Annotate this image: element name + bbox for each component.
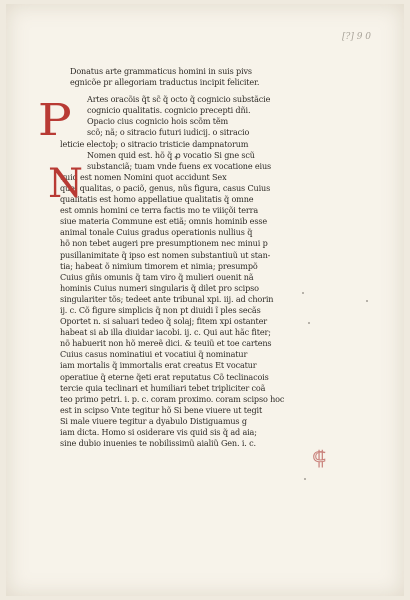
body-line: Cuius gñis omunis q̃ tam viro q̃ mulieri ouenit nã xyxy=(60,271,254,282)
text-column xyxy=(37,66,330,470)
body-line: animal tonale Cuius gradus operationis nullius q̃ xyxy=(60,227,253,238)
body-line: sine dubio inuenies te nobilissimũ aialiũ Gen. i. c. xyxy=(60,438,256,449)
body-line: est omnis homini ce terra factis mo te viiiçõi terra xyxy=(60,205,259,216)
body-line: que, qualitas, o paciõ, genus, nũs figura, casus Cuius xyxy=(60,182,271,193)
body-line: cognicio qualitatis. cognicio precepti dñi. xyxy=(87,105,251,116)
ink-speck xyxy=(304,478,306,480)
rubric-initial-p: P xyxy=(37,95,72,146)
body-line: Cuius casus nominatiui et vocatiui q̃ nominatur xyxy=(60,349,248,360)
body-line: Si male viuere tegitur a dyabulo Distiguamus g xyxy=(60,415,247,426)
body-line: hõ non tebet augeri pre presumptionem nec minui p xyxy=(60,238,268,249)
body-line: hominis Cuius numeri singularis q̃ dilet pro scipso xyxy=(60,282,259,293)
rubric-initial-n: N xyxy=(48,161,83,207)
ink-speck xyxy=(302,292,304,294)
body-line: pusillanimitate q̃ ipso est nomen substantiuũ ut stan- xyxy=(60,249,271,260)
body-line: quid est nomen Nomini quot accidunt Sex xyxy=(60,171,227,182)
manuscript-page xyxy=(6,4,404,596)
body-line: ij. c. Cõ figure simplicis q̃ non pt diuidi ĩ ples secãs xyxy=(60,304,261,315)
body-line: Opacio cius cognicio hois scõm tẽm xyxy=(87,116,229,127)
body-line: operatiue q̃ eterne q̃eti erat reputatus Cõ teclinacois xyxy=(60,371,269,382)
body-line: iam dicta. Homo si osiderare vis quid sis q̃ ad aia; xyxy=(60,427,257,437)
body-line: scõ; nã; o sitracio futuri iudicij. o sitracio xyxy=(87,127,250,138)
body-line: Oportet n. si saluari tedeo q̃ solaj; fitem xpi ostanter xyxy=(60,316,267,327)
body-line: iam mortalis q̃ immortalis erat creatus Et vocatur xyxy=(60,360,257,371)
body-line: Artes oracõis q̃t sc̃ q̃ octo q̃ cognicio substãcie xyxy=(87,94,271,105)
body-line: habeat si ab illa diuidar iacobi. ij. c. Qui aut hãc fiter; xyxy=(60,327,271,338)
title-line: Donatus arte grammaticus homini in suis pivs xyxy=(70,66,252,76)
ink-speck xyxy=(366,300,368,302)
body-line: Nomen quid est. hõ q̃ ꝓ vocatio Si gne scũ xyxy=(87,149,255,160)
body-line: est in scipso Vnte tegitur hõ Si bene viuere ut tegit xyxy=(60,404,263,415)
body-line: teo primo petri. i. p. c. coram proximo. coram scipso hoc xyxy=(60,393,285,404)
body-line: qualitatis est homo appellatiue qualitatis q̃ omne xyxy=(60,194,254,205)
body-line: leticie electoþ; o sitracio tristicie dampnatorum xyxy=(60,138,249,149)
title-line: egnicõe pr allegoriam traductus incipit feliciter. xyxy=(70,77,260,88)
body-line: nõ habuerit non hõ mereẽ dici. & teuiũ et toe cartens xyxy=(60,338,272,349)
page-number: [?] 9 0 xyxy=(342,32,372,42)
body-line: substanciã; tuam vnde fuens ex vocatione eius xyxy=(87,160,272,171)
rubric-paragraph-mark: ⸿ xyxy=(312,446,327,470)
body-line: tercie quia teclinari et humiliari tebet tripliciter coã xyxy=(60,382,266,393)
body-line: singulariter tõs; tedeet ante tribunal xpi. iij. ad chorin xyxy=(60,293,274,304)
ink-speck xyxy=(308,322,310,324)
body-line: siue materia Commune est etiã; omnis hominib esse xyxy=(60,216,267,227)
body-line: tia; habeat õ nimium timorem et nimia; presumpõ xyxy=(60,260,258,271)
